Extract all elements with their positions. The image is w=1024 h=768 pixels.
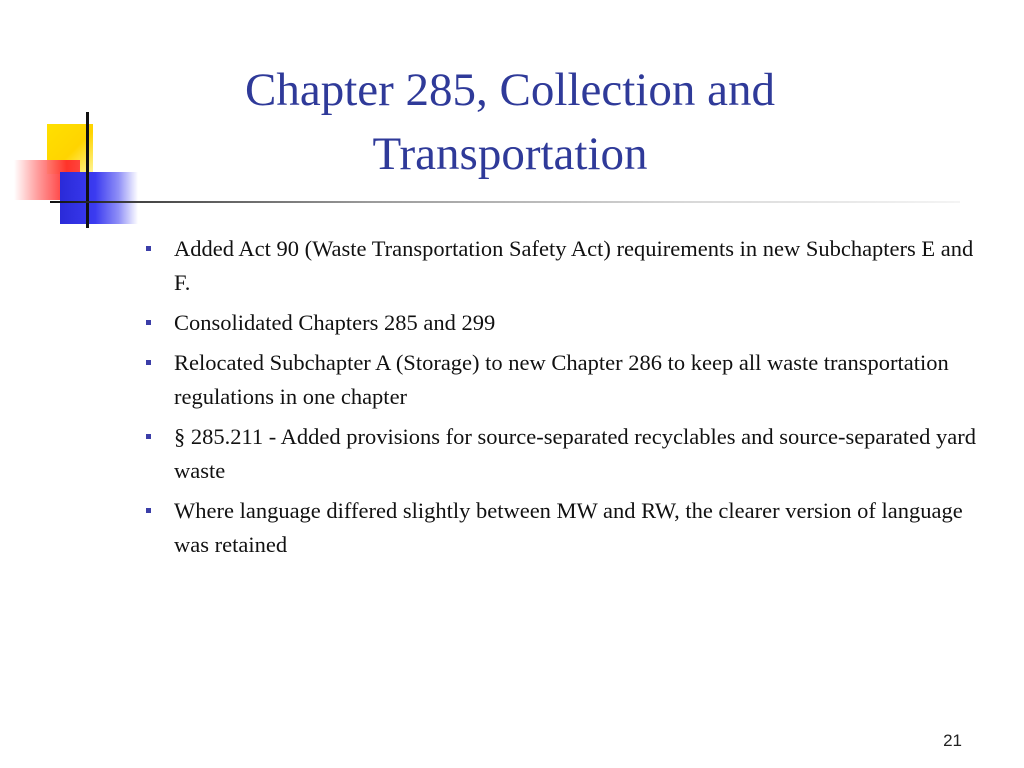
square-bullet-icon (146, 508, 151, 513)
square-bullet-icon (146, 320, 151, 325)
bullet-item (146, 494, 976, 562)
square-bullet-icon (146, 434, 151, 439)
page-number: 21 (943, 731, 962, 750)
square-bullet-icon (146, 360, 151, 365)
vertical-rule (86, 112, 89, 228)
square-bullet-icon (146, 246, 151, 251)
slide-title: Chapter 285, Collection and Transportation (245, 64, 775, 180)
bullet-text: Relocated Subchapter A (Storage) to new Chapter 286 to keep all waste transportation regulations in one chapter (174, 350, 949, 409)
bullet-text: § 285.211 - Added provisions for source-separated recyclables and source-separated yard waste (174, 424, 976, 483)
bullet-list (146, 232, 976, 568)
bullet-item (146, 420, 976, 488)
bullet-item (146, 232, 976, 300)
bullet-text: Consolidated Chapters 285 and 299 (174, 310, 496, 335)
bullet-text: Where language differed slightly between MW and RW, the clearer version of language was retained (174, 498, 963, 557)
decorative-squares-logo (0, 0, 160, 240)
title-underline (50, 201, 960, 203)
bullet-text: Added Act 90 (Waste Transportation Safety Act) requirements in new Subchapters E and F. (174, 236, 974, 295)
bullet-item (146, 306, 976, 340)
bullet-item (146, 346, 976, 414)
blue-square (60, 172, 138, 224)
